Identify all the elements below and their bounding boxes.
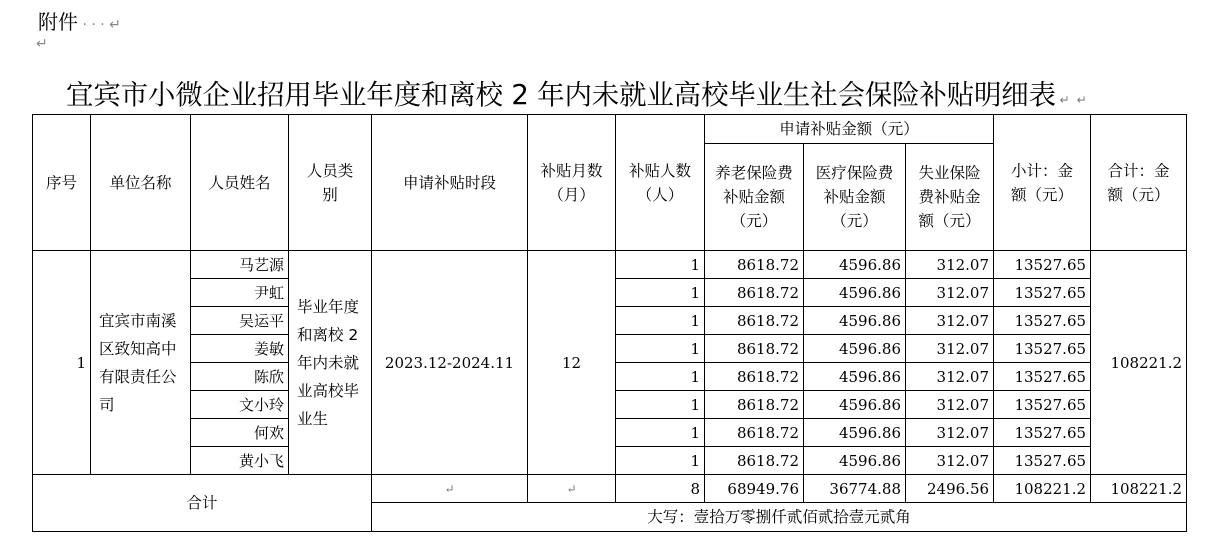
header-unemployment: 失业保险费补贴金额（元） (906, 144, 994, 251)
person-count: 1 (616, 307, 705, 335)
medical-amount: 4596.86 (804, 279, 906, 307)
subtotal-amount: 13527.65 (994, 279, 1091, 307)
totals-row (33, 475, 1187, 503)
header-total: 合计：金额（元） (1091, 115, 1187, 251)
header-count: 补贴人数（人） (616, 115, 705, 251)
header-medical: 医疗保险费补贴金额（元） (804, 144, 906, 251)
unemployment-amount: 312.07 (906, 363, 994, 391)
document-title: 宜宾市小微企业招用毕业年度和离校 2 年内未就业高校毕业生社会保险补贴明细表 ↵ ↵ (66, 79, 1087, 111)
subtotal-amount: 13527.65 (994, 307, 1091, 335)
row-category: 毕业年度和离校 2 年内未就业高校毕业生 (289, 251, 372, 475)
pension-amount: 8618.72 (705, 419, 804, 447)
header-category: 人员类别 (289, 115, 372, 251)
person-name: 马艺源 (191, 251, 289, 279)
subtotal-amount: 13527.65 (994, 363, 1091, 391)
medical-amount: 4596.86 (804, 363, 906, 391)
row-unit-name: 宜宾市南溪区致知高中有限责任公司 (91, 251, 191, 475)
pension-amount: 8618.72 (705, 363, 804, 391)
person-name: 黄小飞 (191, 447, 289, 475)
totals-subtotal: 108221.2 (994, 475, 1091, 503)
table-row (33, 251, 1187, 279)
person-count: 1 (616, 279, 705, 307)
person-name: 何欢 (191, 419, 289, 447)
totals-months-empty: ↵ (528, 475, 616, 503)
totals-medical: 36774.88 (804, 475, 906, 503)
pension-amount: 8618.72 (705, 279, 804, 307)
person-name: 吴运平 (191, 307, 289, 335)
capital-amount: 大写：壹拾万零捌仟贰佰贰拾壹元贰角 (372, 503, 1187, 532)
header-unit: 单位名称 (91, 115, 191, 251)
group-total: 108221.2 (1091, 251, 1187, 475)
person-count: 1 (616, 251, 705, 279)
row-seq: 1 (33, 251, 91, 475)
unemployment-amount: 312.07 (906, 251, 994, 279)
medical-amount: 4596.86 (804, 307, 906, 335)
unemployment-amount: 312.07 (906, 391, 994, 419)
subtotal-amount: 13527.65 (994, 391, 1091, 419)
attachment-label: 附件 · · · ↵ (38, 10, 121, 34)
unemployment-amount: 312.07 (906, 279, 994, 307)
person-count: 1 (616, 363, 705, 391)
person-name: 尹虹 (191, 279, 289, 307)
subtotal-amount: 13527.65 (994, 251, 1091, 279)
header-pension: 养老保险费补贴金额（元） (705, 144, 804, 251)
header-person: 人员姓名 (191, 115, 289, 251)
pension-amount: 8618.72 (705, 335, 804, 363)
totals-label: 合计 (33, 475, 372, 532)
person-name: 陈欣 (191, 363, 289, 391)
person-count: 1 (616, 391, 705, 419)
person-name: 姜敏 (191, 335, 289, 363)
unemployment-amount: 312.07 (906, 307, 994, 335)
subtotal-amount: 13527.65 (994, 335, 1091, 363)
medical-amount: 4596.86 (804, 419, 906, 447)
header-seq: 序号 (33, 115, 91, 251)
medical-amount: 4596.86 (804, 335, 906, 363)
unemployment-amount: 312.07 (906, 335, 994, 363)
pension-amount: 8618.72 (705, 307, 804, 335)
medical-amount: 4596.86 (804, 391, 906, 419)
pension-amount: 8618.72 (705, 447, 804, 475)
subtotal-amount: 13527.65 (994, 419, 1091, 447)
unemployment-amount: 312.07 (906, 419, 994, 447)
header-period: 申请补贴时段 (372, 115, 528, 251)
totals-pension: 68949.76 (705, 475, 804, 503)
header-row-1 (33, 115, 1187, 144)
row-period: 2023.12-2024.11 (372, 251, 528, 475)
row-months: 12 (528, 251, 616, 475)
person-count: 1 (616, 447, 705, 475)
totals-count: 8 (616, 475, 705, 503)
unemployment-amount: 312.07 (906, 447, 994, 475)
totals-unemployment: 2496.56 (906, 475, 994, 503)
person-count: 1 (616, 419, 705, 447)
medical-amount: 4596.86 (804, 447, 906, 475)
header-months: 补贴月数（月） (528, 115, 616, 251)
person-name: 文小玲 (191, 391, 289, 419)
header-amount-group: 申请补贴金额（元） (705, 115, 994, 144)
header-subtotal: 小计：金额（元） (994, 115, 1091, 251)
subtotal-amount: 13527.65 (994, 447, 1091, 475)
totals-total: 108221.2 (1091, 475, 1187, 503)
medical-amount: 4596.86 (804, 251, 906, 279)
pension-amount: 8618.72 (705, 251, 804, 279)
subsidy-table (32, 114, 1187, 532)
pension-amount: 8618.72 (705, 391, 804, 419)
totals-period-empty: ↵ (372, 475, 528, 503)
text-cursor-mark: ↵ (36, 36, 48, 52)
person-count: 1 (616, 335, 705, 363)
